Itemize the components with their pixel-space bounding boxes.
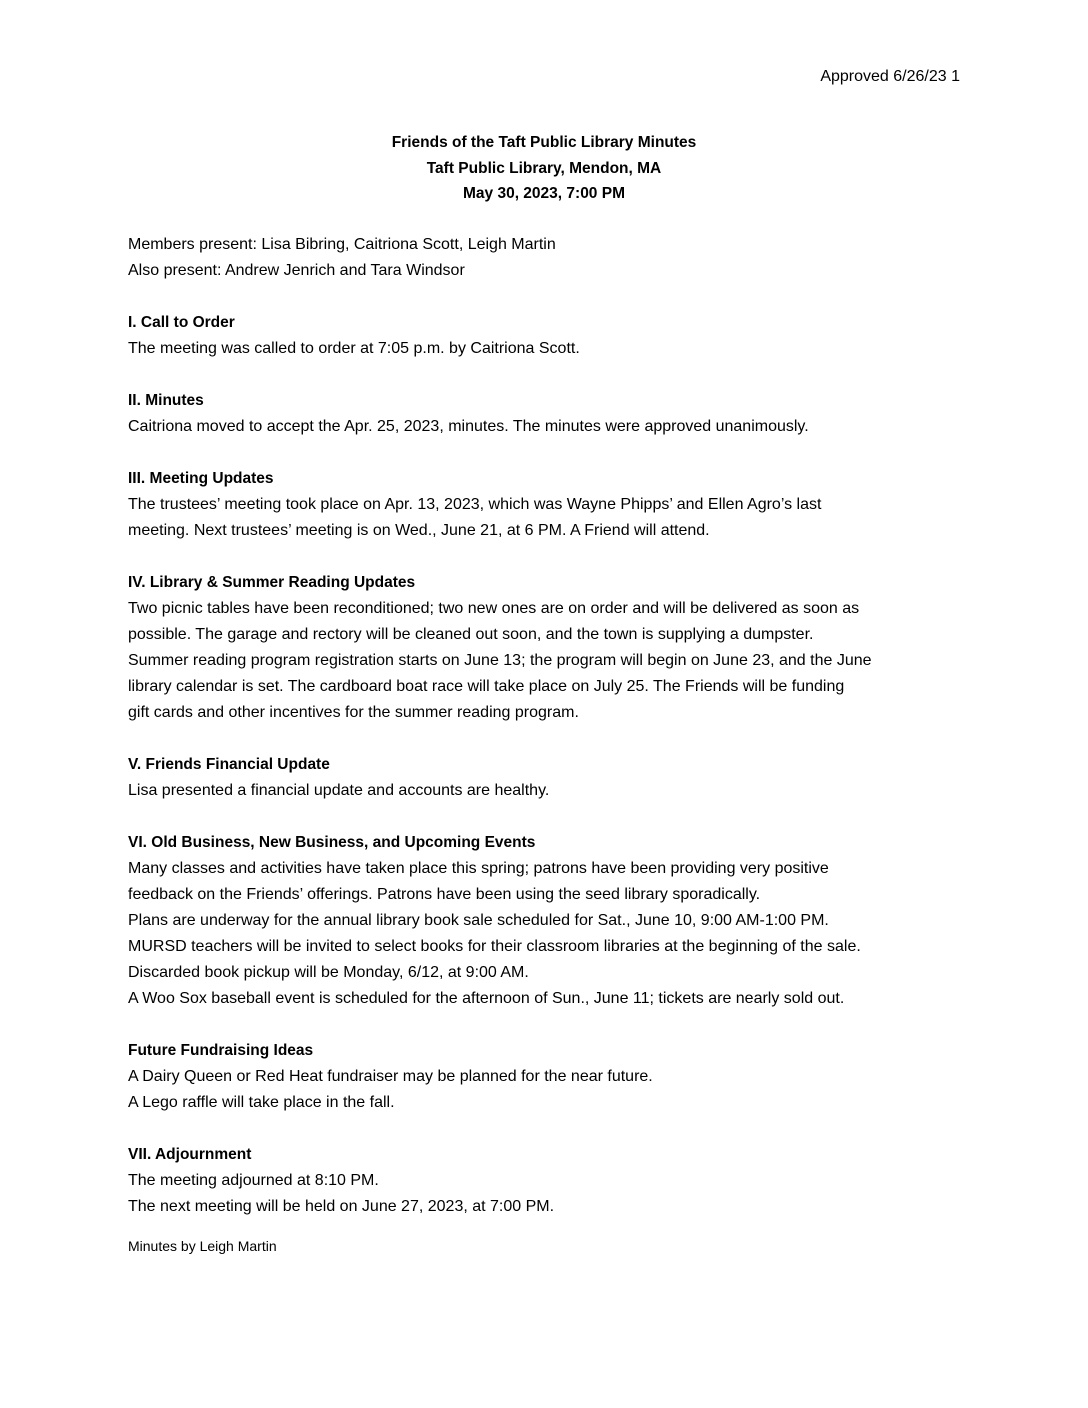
section-library-updates xyxy=(128,570,968,726)
section-text: feedback on the Friends’ offerings. Patrons have been using the seed library sporadically. xyxy=(128,886,761,903)
section-text: Two picnic tables have been reconditioned; two new ones are on order and will be delivered as soon as xyxy=(128,600,860,617)
title-line-1: Friends of the Taft Public Library Minutes xyxy=(391,134,697,151)
section-text: Lisa presented a financial update and accounts are healthy. xyxy=(128,782,550,799)
section-text: Caitriona moved to accept the Apr. 25, 2023, minutes. The minutes were approved unanimously. xyxy=(128,418,809,435)
minutes-author: Minutes by Leigh Martin xyxy=(128,1238,277,1254)
section-heading: IV. Library & Summer Reading Updates xyxy=(128,574,416,591)
section-heading: II. Minutes xyxy=(128,392,204,409)
section-text: A Dairy Queen or Red Heat fundraiser may be planned for the near future. xyxy=(128,1068,653,1085)
section-heading: III. Meeting Updates xyxy=(128,470,274,487)
section-text: The trustees’ meeting took place on Apr. 13, 2023, which was Wayne Phipps’ and Ellen Agro’s last xyxy=(128,496,822,513)
section-text: library calendar is set. The cardboard boat race will take place on July 25. The Friends will be funding xyxy=(128,678,845,695)
section-text: The next meeting will be held on June 27, 2023, at 7:00 PM. xyxy=(128,1198,555,1215)
section-financial-update xyxy=(128,752,968,804)
section-text: The meeting was called to order at 7:05 p.m. by Caitriona Scott. xyxy=(128,340,580,357)
section-adjournment xyxy=(128,1142,968,1220)
document-title xyxy=(0,130,1088,207)
section-text: MURSD teachers will be invited to select books for their classroom libraries at the beginning of the sale. xyxy=(128,938,861,955)
section-text: Many classes and activities have taken place this spring; patrons have been providing very positive xyxy=(128,860,829,877)
section-business-events xyxy=(128,830,968,1012)
section-heading: V. Friends Financial Update xyxy=(128,756,330,773)
section-heading: VI. Old Business, New Business, and Upcoming Events xyxy=(128,834,536,851)
minutes-body xyxy=(128,232,968,1220)
title-line-3: May 30, 2023, 7:00 PM xyxy=(463,185,625,202)
section-text: Plans are underway for the annual library book sale scheduled for Sat., June 10, 9:00 AM-1:00 PM. xyxy=(128,912,829,929)
section-text: A Woo Sox baseball event is scheduled for the afternoon of Sun., June 11; tickets are nearly sold out. xyxy=(128,990,845,1007)
section-call-to-order xyxy=(128,310,968,362)
members-present: Members present: Lisa Bibring, Caitriona Scott, Leigh Martin xyxy=(128,236,556,253)
section-text: gift cards and other incentives for the summer reading program. xyxy=(128,704,579,721)
approval-note: Approved 6/26/23 1 xyxy=(820,68,960,85)
section-text: meeting. Next trustees’ meeting is on Wed., June 21, at 6 PM. A Friend will attend. xyxy=(128,522,710,539)
section-text: possible. The garage and rectory will be cleaned out soon, and the town is supplying a dumpster. xyxy=(128,626,814,643)
also-present: Also present: Andrew Jenrich and Tara Windsor xyxy=(128,262,465,279)
section-fundraising xyxy=(128,1038,968,1116)
section-heading: I. Call to Order xyxy=(128,314,235,331)
section-heading: Future Fundraising Ideas xyxy=(128,1042,314,1059)
title-line-2: Taft Public Library, Mendon, MA xyxy=(426,159,662,177)
section-heading: VII. Adjournment xyxy=(128,1146,252,1163)
section-meeting-updates xyxy=(128,466,968,544)
section-text: Discarded book pickup will be Monday, 6/12, at 9:00 AM. xyxy=(128,964,529,981)
section-text: The meeting adjourned at 8:10 PM. xyxy=(128,1172,379,1189)
section-text: Summer reading program registration starts on June 13; the program will begin on June 23, and the June xyxy=(128,652,872,669)
section-text: A Lego raffle will take place in the fall. xyxy=(128,1094,395,1111)
section-minutes xyxy=(128,388,968,440)
